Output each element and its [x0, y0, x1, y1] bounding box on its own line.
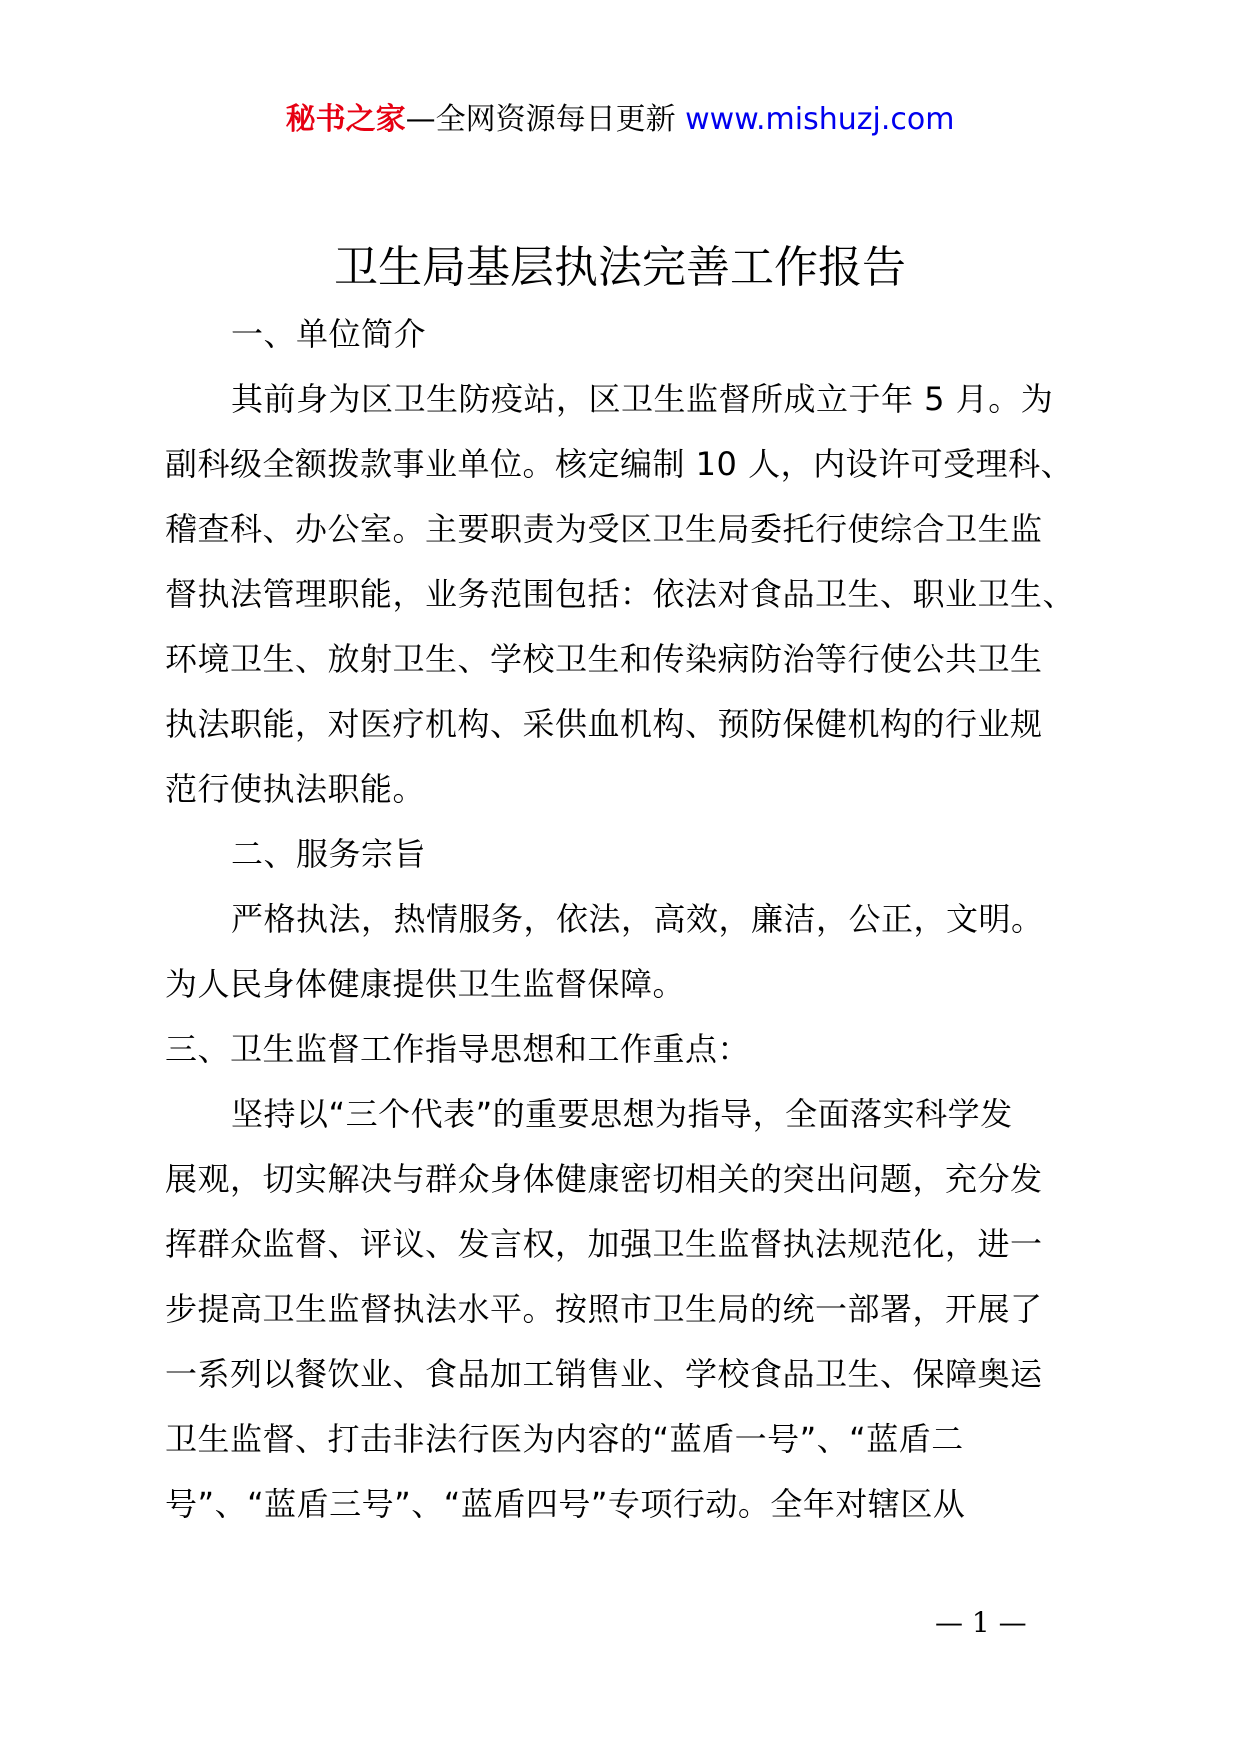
body-line: 副科级全额拨款事业单位。核定编制 10 人，内设许可受理科、 [165, 445, 1074, 483]
body-line: 三、卫生监督工作指导思想和工作重点： [165, 1030, 751, 1068]
body-line: 展观，切实解决与群众身体健康密切相关的突出问题，充分发 [165, 1160, 1043, 1198]
body-line: 稽查科、办公室。主要职责为受区卫生局委托行使综合卫生监 [165, 510, 1043, 548]
header-tagline: —全网资源每日更新 [405, 102, 686, 137]
body-line: 一、单位简介 [231, 315, 427, 353]
document-body [165, 302, 1095, 1537]
body-line: 严格执法，热情服务，依法，高效，廉洁，公正，文明。 [231, 900, 1044, 938]
body-line: 步提高卫生监督执法水平。按照市卫生局的统一部署，开展了 [165, 1290, 1043, 1328]
body-line: 二、服务宗旨 [231, 835, 427, 873]
site-url-link[interactable]: www.mishuzj.com [685, 102, 955, 137]
body-line: 督执法管理职能，业务范围包括：依法对食品卫生、职业卫生、 [165, 575, 1076, 613]
body-line: 一系列以餐饮业、食品加工销售业、学校食品卫生、保障奥运 [165, 1355, 1043, 1393]
body-line: 范行使执法职能。 [165, 770, 426, 808]
document-title: 卫生局基层执法完善工作报告 [334, 242, 906, 293]
body-line: 环境卫生、放射卫生、学校卫生和传染病防治等行使公共卫生 [165, 640, 1043, 678]
body-line: 挥群众监督、评议、发言权，加强卫生监督执法规范化，进一 [165, 1225, 1043, 1263]
body-line: 号”、“蓝盾三号”、“蓝盾四号”专项行动。全年对辖区从 [165, 1485, 966, 1523]
body-line: 执法职能，对医疗机构、采供血机构、预防保健机构的行业规 [165, 705, 1043, 743]
site-header [0, 100, 1240, 140]
body-line: 卫生监督、打击非法行医为内容的“蓝盾一号”、“蓝盾二 [165, 1420, 964, 1458]
body-line: 坚持以“三个代表”的重要思想为指导，全面落实科学发 [231, 1095, 1013, 1133]
brand-name: 秘书之家 [285, 102, 406, 137]
body-line: 为人民身体健康提供卫生监督保障。 [165, 965, 686, 1003]
body-line: 其前身为区卫生防疫站，区卫生监督所成立于年 5 月。为 [231, 380, 1054, 418]
page-number: — 1 — [935, 1606, 1027, 1639]
